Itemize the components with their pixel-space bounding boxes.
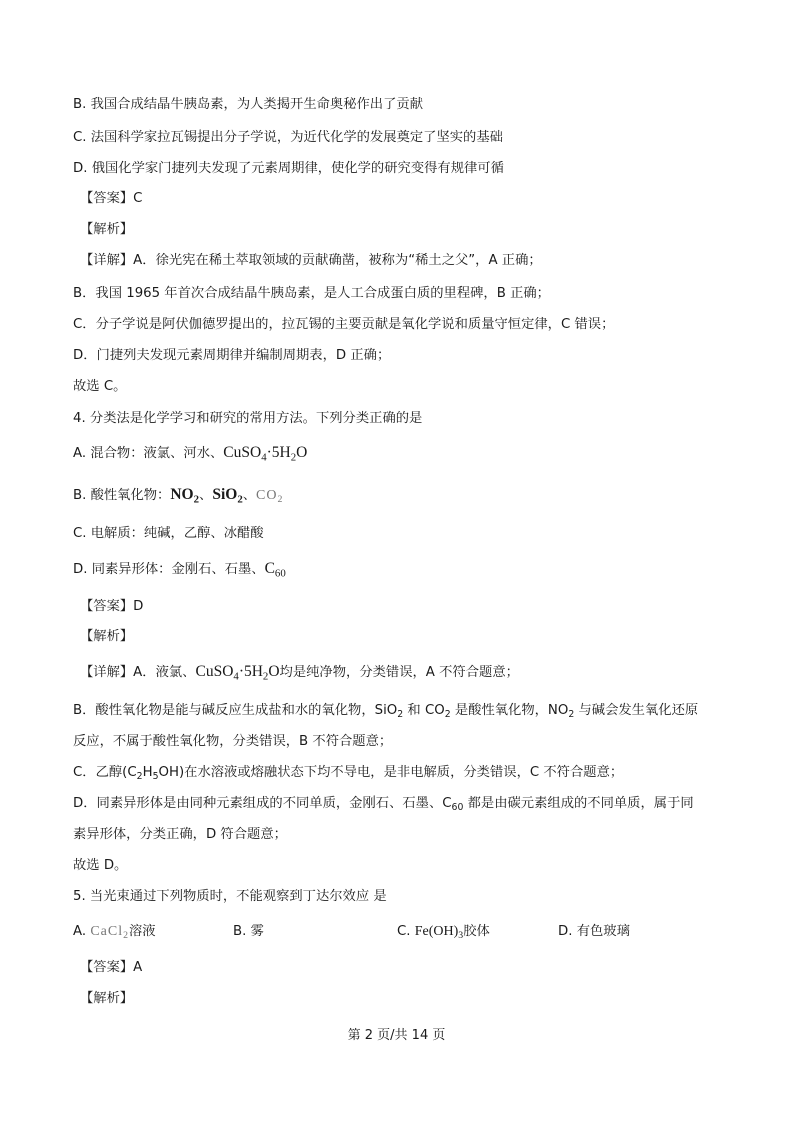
c60-formula: $C_{60}$ [264, 560, 286, 580]
sio2-formula: SiO$_2$ [212, 486, 243, 506]
q4-option-c: C. 电解质：纯碱，乙醇、冰醋酸 [73, 526, 264, 541]
q3-detail-c: C．分子学说是阿伏伽德罗提出的，拉瓦锡的主要贡献是氧化学说和质量守恒定律，C 错误； [73, 317, 615, 332]
q3-detail-d: D．门捷列夫发现元素周期律并编制周期表，D 正确； [73, 348, 391, 363]
q3-option-b: B. 我国合成结晶牛胰岛素，为人类揭开生命奥秘作出了贡献 [73, 97, 423, 112]
cuso4-formula: $CuSO_4\cdot 5H_2O$ [195, 663, 280, 683]
q4-option-a-text: A. 混合物：液氯、河水、 [73, 446, 224, 461]
separator: 、 [199, 488, 213, 503]
q3-option-d: D. 俄国化学家门捷列夫发现了元素周期律，使化学的研究变得有规律可循 [73, 161, 504, 176]
q4-detail-c: C．乙醇$(C_2H_5OH)$在水溶液或熔融状态下均不导电，是非电解质，分类错误，C 不符合题意； [73, 765, 624, 782]
q4-conclusion: 故选 D。 [73, 858, 128, 873]
q5-analysis-label: 【解析】 [80, 991, 134, 1006]
feoh3-formula: $Fe(OH)_3$ [414, 924, 464, 941]
q4-detail-a-prefix: 【详解】A．液氯、 [80, 665, 196, 680]
q4-answer: 【答案】D [80, 599, 144, 614]
q4-option-a [73, 444, 753, 463]
q4-detail-b-line2: 反应，不属于酸性氧化物，分类错误，B 不符合题意； [73, 734, 393, 749]
q4-option-b-text: B. 酸性氧化物： [73, 488, 171, 503]
q4-stem: 4. 分类法是化学学习和研究的常用方法。下列分类正确的是 [73, 411, 423, 426]
q4-option-d-text: D. 同素异形体：金刚石、石墨、 [73, 562, 265, 577]
q3-option-c: C. 法国科学家拉瓦锡提出分子学说，为近代化学的发展奠定了坚实的基础 [73, 130, 503, 145]
cuso4-formula: $CuSO_4\cdot 5H_2O$ [223, 444, 308, 464]
no2-formula: $NO_2$ [170, 486, 200, 506]
q4-analysis-label: 【解析】 [80, 629, 134, 644]
q5-option-b: B. 雾 [233, 924, 264, 939]
q5-stem: 5. 当光束通过下列物质时，不能观察到丁达尔效应 是 [73, 889, 387, 904]
q3-detail-a: 【详解】A．徐光宪在稀土萃取领域的贡献确凿，被称为“稀土之父”，A 正确； [80, 253, 542, 268]
cacl2-formula: CaCl$_2$ [90, 924, 130, 941]
q4-option-b [73, 486, 753, 505]
page-footer: 第 2 页/共 14 页 [347, 1028, 446, 1043]
q3-analysis-label: 【解析】 [80, 222, 134, 237]
q5-answer: 【答案】A [80, 960, 143, 975]
q4-detail-b-line1: B．酸性氧化物是能与碱反应生成盐和水的氧化物，SiO$_2$ 和 $CO_2$ 是酸性氧化物，$NO_2$ 与碱会发生氧化还原 [73, 703, 699, 720]
co2-formula: $CO_2$ [256, 488, 284, 505]
q4-detail-a [80, 663, 753, 682]
q3-answer: 【答案】C [80, 191, 143, 206]
q5-option-a: A. CaCl$_2$溶液 [73, 924, 156, 941]
q4-detail-d-line1: D．同素异形体是由同种元素组成的不同单质，金刚石、石墨、$C_{60}$ 都是由碳元素组成的不同单质，属于同 [73, 796, 694, 813]
q5-option-c: C. $Fe(OH)_3$胶体 [397, 924, 490, 941]
q4-detail-a-suffix: 均是纯净物，分类错误，A 不符合题意； [279, 665, 519, 680]
q4-option-d [73, 560, 753, 579]
q5-option-d: D. 有色玻璃 [558, 924, 630, 939]
q3-conclusion: 故选 C。 [73, 379, 127, 394]
q3-detail-b: B．我国 1965 年首次合成结晶牛胰岛素，是人工合成蛋白质的里程碑，B 正确； [73, 286, 550, 301]
q4-detail-d-line2: 素异形体，分类正确，D 符合题意； [73, 827, 287, 842]
separator: 、 [242, 488, 257, 503]
